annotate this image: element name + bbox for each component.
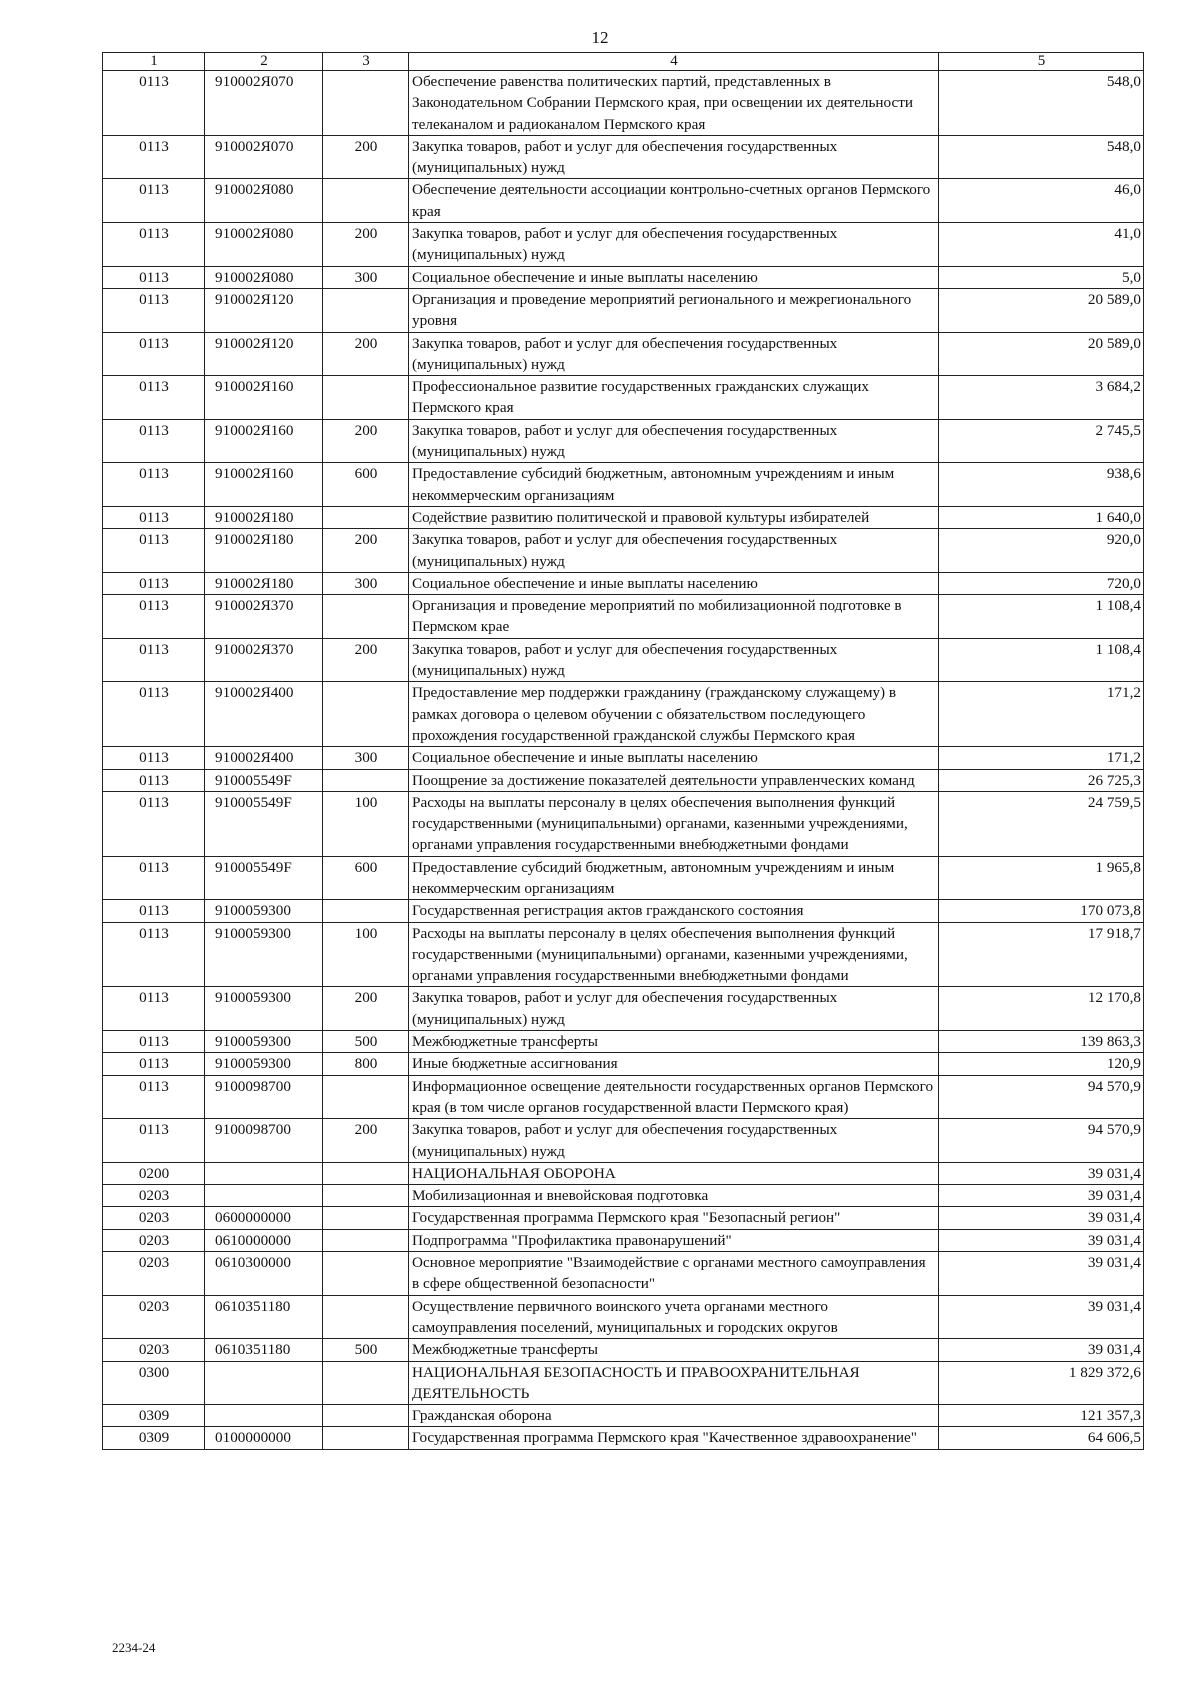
table-row	[103, 1295, 1144, 1339]
target-code: 910002Я120	[205, 332, 323, 376]
target-code	[205, 1185, 323, 1207]
section-code: 0113	[103, 747, 205, 769]
expense-type-code	[323, 1295, 409, 1339]
section-code: 0203	[103, 1229, 205, 1251]
amount: 121 357,3	[939, 1405, 1144, 1427]
target-code	[205, 1162, 323, 1184]
expense-type-code	[323, 682, 409, 747]
expense-type-code: 200	[323, 223, 409, 267]
table-row	[103, 595, 1144, 639]
amount: 139 863,3	[939, 1031, 1144, 1053]
table-row	[103, 1162, 1144, 1184]
item-name: Закупка товаров, работ и услуг для обеспечения государственных (муниципальных) нужд	[409, 332, 939, 376]
table-row	[103, 1031, 1144, 1053]
expense-type-code	[323, 506, 409, 528]
table-row	[103, 769, 1144, 791]
expense-type-code	[323, 71, 409, 136]
amount: 548,0	[939, 135, 1144, 179]
expense-type-code	[323, 1361, 409, 1405]
section-code: 0113	[103, 71, 205, 136]
section-code: 0113	[103, 266, 205, 288]
expense-type-code	[323, 595, 409, 639]
section-code: 0113	[103, 856, 205, 900]
section-code: 0113	[103, 376, 205, 420]
expense-type-code: 200	[323, 987, 409, 1031]
target-code: 0610351180	[205, 1339, 323, 1361]
item-name: Расходы на выплаты персоналу в целях обеспечения выполнения функций государственными (муниципальными) органами, казенными учреждениями, органами управления государственными внебюджетными фондами	[409, 922, 939, 987]
column-header-1: 1	[103, 53, 205, 71]
item-name: Организация и проведение мероприятий по мобилизационной подготовке в Пермском крае	[409, 595, 939, 639]
table-row	[103, 638, 1144, 682]
expense-type-code	[323, 769, 409, 791]
column-header-2: 2	[205, 53, 323, 71]
item-name: Закупка товаров, работ и услуг для обеспечения государственных (муниципальных) нужд	[409, 419, 939, 463]
section-code: 0113	[103, 595, 205, 639]
section-code: 0113	[103, 638, 205, 682]
column-header-4: 4	[409, 53, 939, 71]
item-name: Закупка товаров, работ и услуг для обеспечения государственных (муниципальных) нужд	[409, 987, 939, 1031]
expense-type-code	[323, 1162, 409, 1184]
target-code: 910002Я180	[205, 506, 323, 528]
amount: 20 589,0	[939, 332, 1144, 376]
item-name: Закупка товаров, работ и услуг для обеспечения государственных (муниципальных) нужд	[409, 529, 939, 573]
expense-type-code: 500	[323, 1339, 409, 1361]
section-code: 0113	[103, 1053, 205, 1075]
section-code: 0113	[103, 506, 205, 528]
section-code: 0113	[103, 1031, 205, 1053]
target-code: 910002Я400	[205, 682, 323, 747]
amount: 920,0	[939, 529, 1144, 573]
expense-type-code	[323, 1427, 409, 1449]
section-code: 0113	[103, 463, 205, 507]
table-row	[103, 332, 1144, 376]
section-code: 0309	[103, 1405, 205, 1427]
section-code: 0203	[103, 1252, 205, 1296]
section-code: 0113	[103, 682, 205, 747]
amount: 39 031,4	[939, 1162, 1144, 1184]
table-row	[103, 71, 1144, 136]
target-code	[205, 1361, 323, 1405]
section-code: 0309	[103, 1427, 205, 1449]
item-name: Закупка товаров, работ и услуг для обеспечения государственных (муниципальных) нужд	[409, 1119, 939, 1163]
expense-type-code: 300	[323, 572, 409, 594]
section-code: 0113	[103, 529, 205, 573]
expense-type-code	[323, 900, 409, 922]
target-code: 9100059300	[205, 1053, 323, 1075]
table-row	[103, 376, 1144, 420]
expense-type-code	[323, 1075, 409, 1119]
amount: 171,2	[939, 747, 1144, 769]
item-name: Социальное обеспечение и иные выплаты населению	[409, 747, 939, 769]
item-name: Обеспечение деятельности ассоциации контрольно-счетных органов Пермского края	[409, 179, 939, 223]
table-row	[103, 529, 1144, 573]
target-code: 910002Я160	[205, 419, 323, 463]
target-code: 910002Я070	[205, 71, 323, 136]
target-code: 0610300000	[205, 1252, 323, 1296]
target-code: 910002Я160	[205, 376, 323, 420]
header-row	[103, 53, 1144, 71]
table-row	[103, 1185, 1144, 1207]
target-code: 0610351180	[205, 1295, 323, 1339]
expense-type-code: 300	[323, 747, 409, 769]
item-name: Мобилизационная и вневойсковая подготовка	[409, 1185, 939, 1207]
table-row	[103, 791, 1144, 856]
table-row	[103, 1405, 1144, 1427]
target-code: 910002Я370	[205, 638, 323, 682]
item-name: Гражданская оборона	[409, 1405, 939, 1427]
expense-type-code	[323, 179, 409, 223]
target-code: 910002Я070	[205, 135, 323, 179]
target-code: 910002Я120	[205, 288, 323, 332]
item-name: Поощрение за достижение показателей деятельности управленческих команд	[409, 769, 939, 791]
target-code: 9100098700	[205, 1119, 323, 1163]
amount: 39 031,4	[939, 1295, 1144, 1339]
column-header-5: 5	[939, 53, 1144, 71]
section-code: 0200	[103, 1162, 205, 1184]
table-row	[103, 922, 1144, 987]
expense-type-code: 300	[323, 266, 409, 288]
expense-type-code: 200	[323, 1119, 409, 1163]
section-code: 0203	[103, 1185, 205, 1207]
item-name: Основное мероприятие "Взаимодействие с органами местного самоуправления в сфере общественной безопасности"	[409, 1252, 939, 1296]
amount: 3 684,2	[939, 376, 1144, 420]
target-code: 910002Я080	[205, 266, 323, 288]
table-row	[103, 1119, 1144, 1163]
section-code: 0113	[103, 922, 205, 987]
target-code: 910002Я400	[205, 747, 323, 769]
amount: 20 589,0	[939, 288, 1144, 332]
section-code: 0113	[103, 900, 205, 922]
section-code: 0113	[103, 223, 205, 267]
item-name: Содействие развитию политической и правовой культуры избирателей	[409, 506, 939, 528]
table-row	[103, 1252, 1144, 1296]
target-code: 910002Я370	[205, 595, 323, 639]
item-name: Закупка товаров, работ и услуг для обеспечения государственных (муниципальных) нужд	[409, 135, 939, 179]
expense-type-code: 200	[323, 638, 409, 682]
amount: 1 829 372,6	[939, 1361, 1144, 1405]
item-name: Предоставление субсидий бюджетным, автономным учреждениям и иным некоммерческим организациям	[409, 856, 939, 900]
table-row	[103, 747, 1144, 769]
table-row	[103, 506, 1144, 528]
item-name: Предоставление субсидий бюджетным, автономным учреждениям и иным некоммерческим организациям	[409, 463, 939, 507]
expense-type-code	[323, 1229, 409, 1251]
target-code: 910005549F	[205, 856, 323, 900]
item-name: Государственная регистрация актов гражданского состояния	[409, 900, 939, 922]
item-name: Обеспечение равенства политических партий, представленных в Законодательном Собрании Пермского края, при освещении их деятельности телеканалом и радиоканалом Пермского края	[409, 71, 939, 136]
amount: 17 918,7	[939, 922, 1144, 987]
target-code: 910002Я080	[205, 223, 323, 267]
expense-type-code	[323, 1207, 409, 1229]
expense-type-code	[323, 288, 409, 332]
target-code: 910002Я080	[205, 179, 323, 223]
table-row	[103, 463, 1144, 507]
target-code: 910005549F	[205, 791, 323, 856]
section-code: 0113	[103, 769, 205, 791]
expense-type-code	[323, 376, 409, 420]
amount: 548,0	[939, 71, 1144, 136]
table-row	[103, 1207, 1144, 1229]
item-name: Межбюджетные трансферты	[409, 1339, 939, 1361]
item-name: Закупка товаров, работ и услуг для обеспечения государственных (муниципальных) нужд	[409, 638, 939, 682]
table-row	[103, 1229, 1144, 1251]
item-name: Организация и проведение мероприятий регионального и межрегионального уровня	[409, 288, 939, 332]
target-code: 9100059300	[205, 987, 323, 1031]
item-name: Социальное обеспечение и иные выплаты населению	[409, 266, 939, 288]
table-row	[103, 987, 1144, 1031]
target-code: 910002Я180	[205, 572, 323, 594]
section-code: 0113	[103, 572, 205, 594]
item-name: Информационное освещение деятельности государственных органов Пермского края (в том числе органов государственной власти Пермского края)	[409, 1075, 939, 1119]
amount: 41,0	[939, 223, 1144, 267]
section-code: 0203	[103, 1207, 205, 1229]
table-row	[103, 1075, 1144, 1119]
table-row	[103, 1361, 1144, 1405]
target-code: 9100059300	[205, 900, 323, 922]
table-row	[103, 1339, 1144, 1361]
target-code: 0600000000	[205, 1207, 323, 1229]
amount: 120,9	[939, 1053, 1144, 1075]
target-code: 910002Я160	[205, 463, 323, 507]
section-code: 0113	[103, 419, 205, 463]
section-code: 0113	[103, 332, 205, 376]
item-name: Закупка товаров, работ и услуг для обеспечения государственных (муниципальных) нужд	[409, 223, 939, 267]
expense-type-code: 500	[323, 1031, 409, 1053]
expense-type-code: 200	[323, 419, 409, 463]
table-row	[103, 1427, 1144, 1449]
expense-type-code	[323, 1405, 409, 1427]
item-name: Государственная программа Пермского края "Безопасный регион"	[409, 1207, 939, 1229]
item-name: Предоставление мер поддержки гражданину (гражданскому служащему) в рамках договора о целевом обучении с обязательством последующего прохождения государственной гражданской службы Пермского края	[409, 682, 939, 747]
item-name: Государственная программа Пермского края "Качественное здравоохранение"	[409, 1427, 939, 1449]
table-row	[103, 266, 1144, 288]
item-name: НАЦИОНАЛЬНАЯ ОБОРОНА	[409, 1162, 939, 1184]
amount: 39 031,4	[939, 1207, 1144, 1229]
table-row	[103, 135, 1144, 179]
expense-type-code	[323, 1252, 409, 1296]
amount: 720,0	[939, 572, 1144, 594]
target-code: 9100059300	[205, 1031, 323, 1053]
amount: 1 965,8	[939, 856, 1144, 900]
amount: 39 031,4	[939, 1185, 1144, 1207]
target-code	[205, 1405, 323, 1427]
table-row	[103, 900, 1144, 922]
amount: 170 073,8	[939, 900, 1144, 922]
expense-type-code: 200	[323, 529, 409, 573]
amount: 1 108,4	[939, 595, 1144, 639]
section-code: 0113	[103, 179, 205, 223]
column-header-3: 3	[323, 53, 409, 71]
amount: 2 745,5	[939, 419, 1144, 463]
page-number: 12	[591, 28, 609, 47]
item-name: Межбюджетные трансферты	[409, 1031, 939, 1053]
table-row	[103, 419, 1144, 463]
section-code: 0113	[103, 1075, 205, 1119]
item-name: Иные бюджетные ассигнования	[409, 1053, 939, 1075]
amount: 39 031,4	[939, 1252, 1144, 1296]
expense-type-code	[323, 1185, 409, 1207]
expense-type-code: 600	[323, 463, 409, 507]
table-row	[103, 1053, 1144, 1075]
expense-type-code: 800	[323, 1053, 409, 1075]
amount: 171,2	[939, 682, 1144, 747]
item-name: Подпрограмма "Профилактика правонарушений"	[409, 1229, 939, 1251]
expense-type-code: 200	[323, 135, 409, 179]
amount: 94 570,9	[939, 1075, 1144, 1119]
table-row	[103, 856, 1144, 900]
section-code: 0300	[103, 1361, 205, 1405]
table-row	[103, 223, 1144, 267]
target-code: 9100059300	[205, 922, 323, 987]
item-name: Расходы на выплаты персоналу в целях обеспечения выполнения функций государственными (муниципальными) органами, казенными учреждениями, органами управления государственными внебюджетными фондами	[409, 791, 939, 856]
amount: 938,6	[939, 463, 1144, 507]
amount: 5,0	[939, 266, 1144, 288]
target-code: 910002Я180	[205, 529, 323, 573]
amount: 94 570,9	[939, 1119, 1144, 1163]
section-code: 0203	[103, 1339, 205, 1361]
section-code: 0113	[103, 1119, 205, 1163]
section-code: 0113	[103, 288, 205, 332]
target-code: 910005549F	[205, 769, 323, 791]
item-name: Профессиональное развитие государственных гражданских служащих Пермского края	[409, 376, 939, 420]
footer-code: 2234-24	[112, 1640, 156, 1655]
section-code: 0113	[103, 791, 205, 856]
amount: 1 108,4	[939, 638, 1144, 682]
budget-table	[102, 52, 1144, 1450]
table-body	[103, 71, 1144, 1450]
item-name: Социальное обеспечение и иные выплаты населению	[409, 572, 939, 594]
table-row	[103, 572, 1144, 594]
table-row	[103, 288, 1144, 332]
section-code: 0113	[103, 135, 205, 179]
expense-type-code: 600	[323, 856, 409, 900]
target-code: 9100098700	[205, 1075, 323, 1119]
expense-type-code: 100	[323, 791, 409, 856]
item-name: Осуществление первичного воинского учета органами местного самоуправления поселений, муниципальных и городских округов	[409, 1295, 939, 1339]
section-code: 0113	[103, 987, 205, 1031]
amount: 64 606,5	[939, 1427, 1144, 1449]
expense-type-code: 100	[323, 922, 409, 987]
amount: 26 725,3	[939, 769, 1144, 791]
section-code: 0203	[103, 1295, 205, 1339]
amount: 1 640,0	[939, 506, 1144, 528]
table-row	[103, 682, 1144, 747]
table-row	[103, 179, 1144, 223]
amount: 39 031,4	[939, 1339, 1144, 1361]
target-code: 0610000000	[205, 1229, 323, 1251]
amount: 24 759,5	[939, 791, 1144, 856]
amount: 39 031,4	[939, 1229, 1144, 1251]
expense-type-code: 200	[323, 332, 409, 376]
amount: 12 170,8	[939, 987, 1144, 1031]
amount: 46,0	[939, 179, 1144, 223]
target-code: 0100000000	[205, 1427, 323, 1449]
item-name: НАЦИОНАЛЬНАЯ БЕЗОПАСНОСТЬ И ПРАВООХРАНИТЕЛЬНАЯ ДЕЯТЕЛЬНОСТЬ	[409, 1361, 939, 1405]
